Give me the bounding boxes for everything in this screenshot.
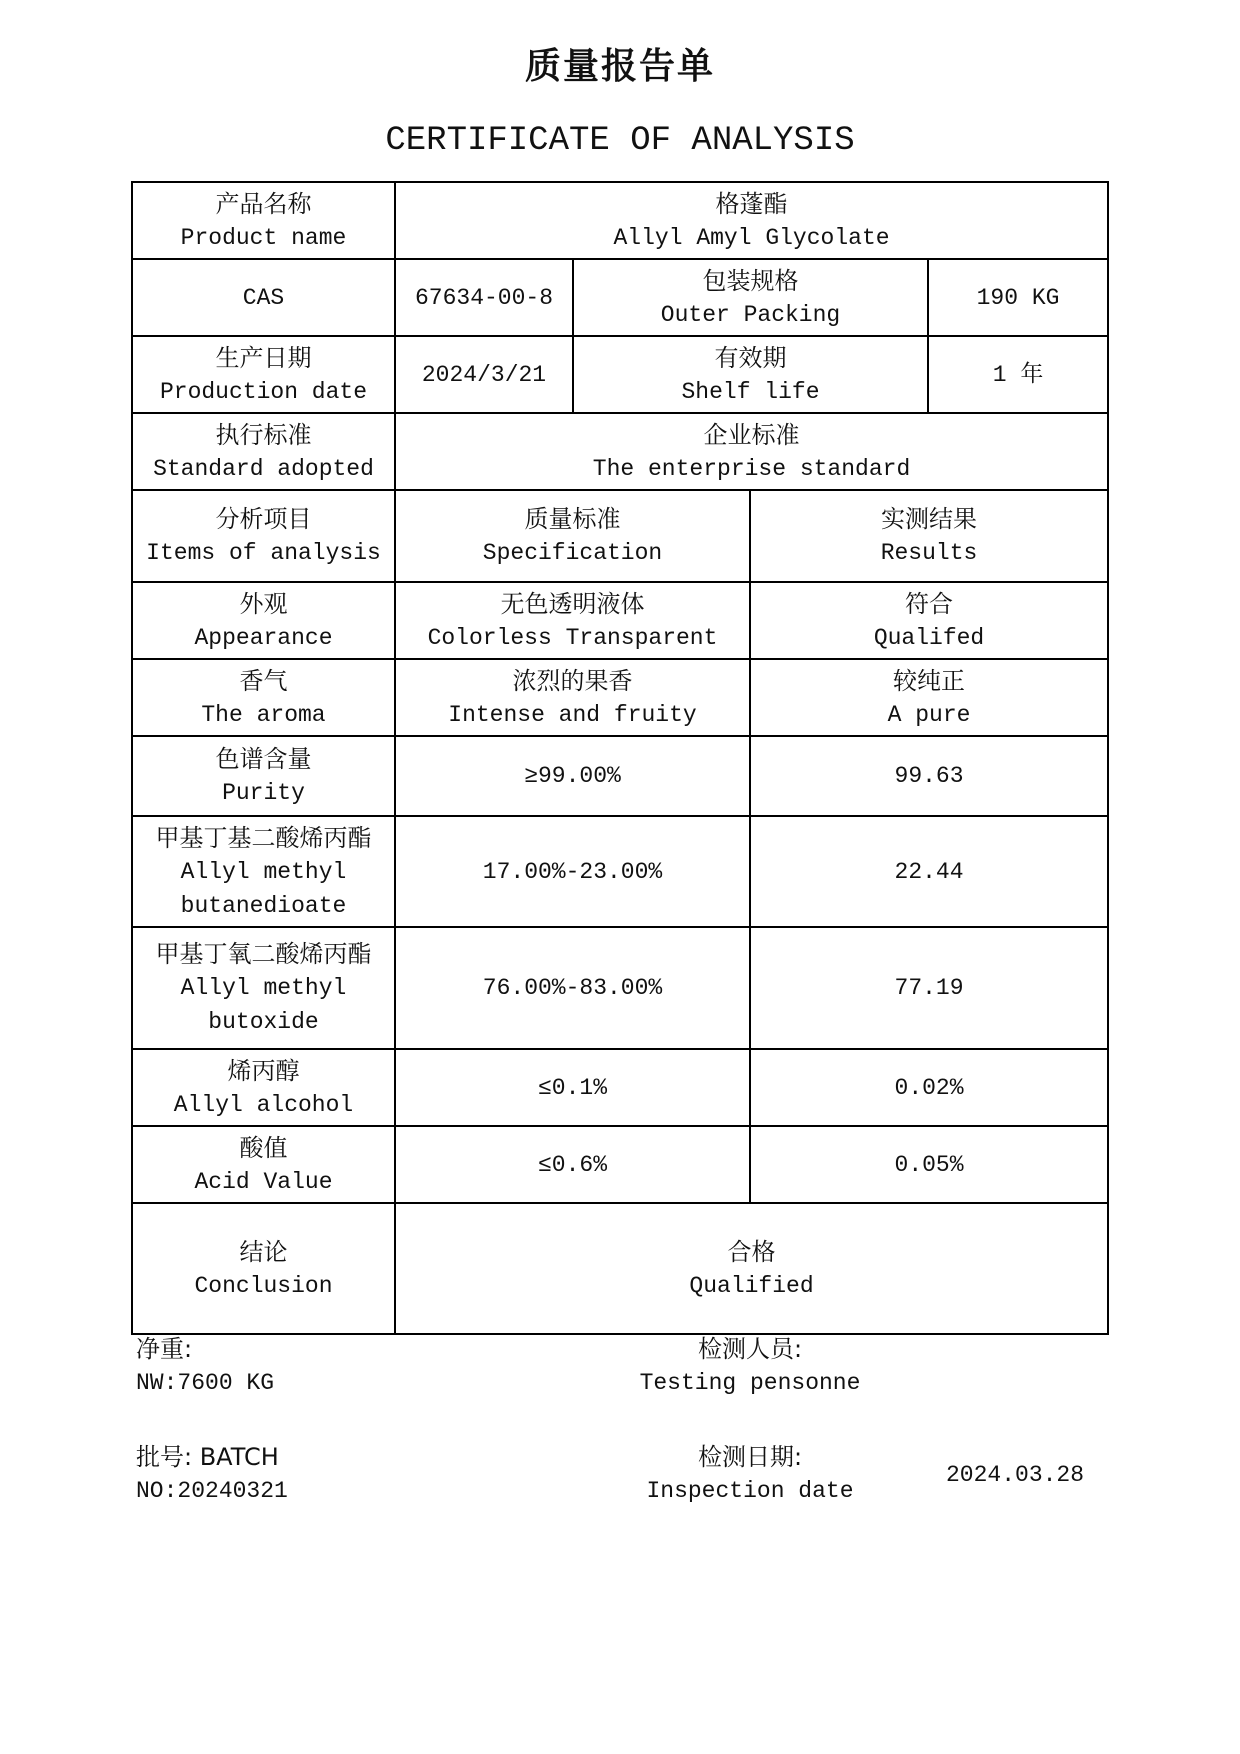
spec-appearance: 无色透明液体 Colorless Transparent: [395, 582, 750, 659]
spec-butanedioate: 17.00%-23.00%: [395, 816, 750, 927]
table-row: [132, 1126, 1108, 1203]
label-cas: CAS: [132, 259, 395, 336]
item-allyl-alcohol: 烯丙醇 Allyl alcohol: [132, 1049, 395, 1126]
label-production-date: 生产日期 Production date: [132, 336, 395, 413]
result-butoxide: 77.19: [750, 927, 1108, 1049]
spec-allyl-alcohol: ≤0.1%: [395, 1049, 750, 1126]
certificate-table: [131, 181, 1109, 1335]
spec-purity: ≥99.00%: [395, 736, 750, 816]
inspection-date-label: 检测日期: Inspection date: [646, 1443, 854, 1504]
table-row: [132, 927, 1108, 1049]
result-acid-value: 0.05%: [750, 1126, 1108, 1203]
value-shelf-life: 1 年: [928, 336, 1108, 413]
table-row: [132, 1049, 1108, 1126]
label-product-name: 产品名称 Product name: [132, 182, 395, 259]
header-results: 实测结果 Results: [750, 490, 1108, 582]
spec-acid-value: ≤0.6%: [395, 1126, 750, 1203]
conclusion-row: [132, 1203, 1108, 1334]
item-aroma: 香气 The aroma: [132, 659, 395, 736]
table-row: [132, 582, 1108, 659]
result-aroma: 较纯正 A pure: [750, 659, 1108, 736]
label-conclusion: 结论 Conclusion: [132, 1203, 395, 1334]
net-weight: 净重: NW:7600 KG: [136, 1335, 275, 1396]
item-butoxide: 甲基丁氧二酸烯丙酯 Allyl methyl butoxide: [132, 927, 395, 1049]
table-row: [132, 659, 1108, 736]
value-standard: 企业标准 The enterprise standard: [395, 413, 1108, 490]
label-shelf-life: 有效期 Shelf life: [573, 336, 928, 413]
testing-personnel: 检测人员: Testing pensonne: [639, 1335, 861, 1396]
label-standard: 执行标准 Standard adopted: [132, 413, 395, 490]
label-packing: 包装规格 Outer Packing: [573, 259, 928, 336]
item-acid-value: 酸值 Acid Value: [132, 1126, 395, 1203]
header-specification: 质量标准 Specification: [395, 490, 750, 582]
analysis-header-row: [132, 490, 1108, 582]
value-cas: 67634-00-8: [395, 259, 573, 336]
row-product-name: [132, 182, 1108, 259]
row-standard: [132, 413, 1108, 490]
item-appearance: 外观 Appearance: [132, 582, 395, 659]
row-dates: [132, 336, 1108, 413]
table-row: [132, 736, 1108, 816]
spec-aroma: 浓烈的果香 Intense and fruity: [395, 659, 750, 736]
spec-butoxide: 76.00%-83.00%: [395, 927, 750, 1049]
result-allyl-alcohol: 0.02%: [750, 1049, 1108, 1126]
value-packing: 190 KG: [928, 259, 1108, 336]
row-cas-packing: [132, 259, 1108, 336]
document-title-cn: 质量报告单: [524, 46, 715, 87]
table-row: [132, 816, 1108, 927]
value-conclusion: 合格 Qualified: [395, 1203, 1108, 1334]
result-butanedioate: 22.44: [750, 816, 1108, 927]
item-purity: 色谱含量 Purity: [132, 736, 395, 816]
item-butanedioate: 甲基丁基二酸烯丙酯 Allyl methyl butanedioate: [132, 816, 395, 927]
inspection-date-value: 2024.03.28: [946, 1462, 1085, 1488]
header-items: 分析项目 Items of analysis: [132, 490, 395, 582]
document-title-en: CERTIFICATE OF ANALYSIS: [385, 122, 855, 160]
value-product-name: 格蓬酯 Allyl Amyl Glycolate: [395, 182, 1108, 259]
result-appearance: 符合 Qualifed: [750, 582, 1108, 659]
result-purity: 99.63: [750, 736, 1108, 816]
value-production-date: 2024/3/21: [395, 336, 573, 413]
batch-number: 批号: BATCH NO:20240321: [136, 1443, 288, 1504]
